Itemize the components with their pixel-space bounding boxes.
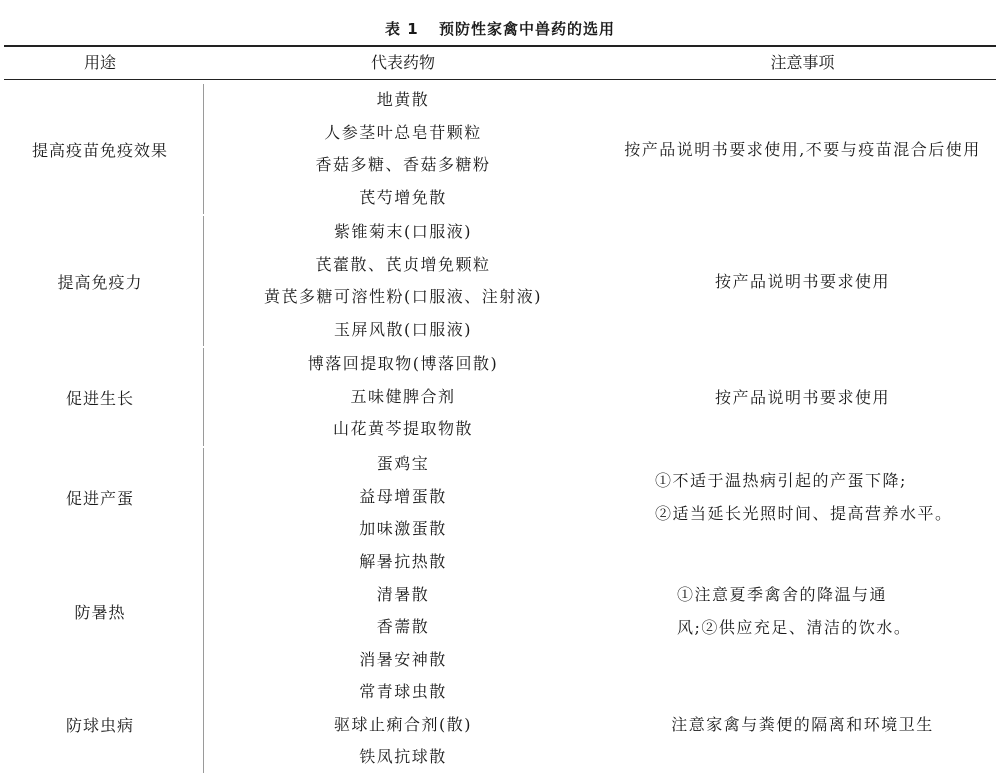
drug-item: 香薷散 bbox=[376, 617, 430, 636]
drug-item: 博落回提取物(博落回散) bbox=[307, 354, 499, 373]
drug-item: 解暑抗热散 bbox=[359, 552, 447, 571]
note-cell bbox=[605, 546, 1000, 676]
use-cell: 防暑热 bbox=[74, 602, 126, 622]
use-cell: 提高疫苗免疫效果 bbox=[31, 140, 168, 160]
note-cell bbox=[605, 448, 1000, 546]
drug-item: 铁凤抗球散 bbox=[359, 747, 447, 766]
note-line: ①注意夏季禽舍的降温与通 bbox=[677, 585, 888, 604]
drug-item: 常青球虫散 bbox=[359, 682, 447, 701]
drug-list bbox=[203, 84, 603, 214]
drug-item: 山花黄芩提取物散 bbox=[332, 419, 473, 438]
header-drug: 代表药物 bbox=[370, 53, 435, 72]
note-line: 按产品说明书要求使用,不要与疫苗混合后使用 bbox=[624, 139, 981, 159]
table-row-group bbox=[0, 216, 1000, 346]
drug-item: 芪芍增免散 bbox=[359, 187, 447, 207]
use-cell: 提高免疫力 bbox=[57, 272, 143, 292]
drug-list bbox=[203, 546, 603, 676]
note-cell bbox=[605, 348, 1000, 446]
drug-item: 消暑安神散 bbox=[359, 649, 447, 669]
note-line: ①不适于温热病引起的产蛋下降; bbox=[655, 471, 907, 490]
drug-item: 香菇多糖、香菇多糖粉 bbox=[315, 155, 491, 174]
drug-item: 驱球止痢合剂(散) bbox=[334, 714, 472, 734]
drug-item: 人参茎叶总皂苷颗粒 bbox=[324, 122, 482, 142]
drug-item: 地黄散 bbox=[376, 90, 430, 109]
table-row-group bbox=[0, 546, 1000, 676]
table-header bbox=[0, 47, 1000, 79]
drug-item: 紫锥菊末(口服液) bbox=[334, 222, 472, 241]
table-caption bbox=[0, 18, 1000, 39]
table-row-group bbox=[0, 348, 1000, 446]
note-line: 注意家禽与粪便的隔离和环境卫生 bbox=[671, 715, 934, 734]
note-cell bbox=[605, 84, 1000, 214]
drug-list bbox=[203, 348, 603, 446]
use-cell: 防球虫病 bbox=[65, 716, 134, 735]
drug-item: 芪藿散、芪贞增免颗粒 bbox=[315, 254, 491, 274]
drug-item: 加味激蛋散 bbox=[359, 519, 447, 538]
table-row-group bbox=[0, 676, 1000, 773]
drug-list bbox=[203, 676, 603, 773]
table-number: 表 1 bbox=[385, 20, 419, 38]
header-rule bbox=[4, 79, 996, 80]
header-use: 用途 bbox=[83, 53, 116, 72]
note-line: 按产品说明书要求使用 bbox=[714, 271, 890, 291]
note-cell bbox=[605, 216, 1000, 346]
drug-item: 清暑散 bbox=[376, 584, 430, 604]
drug-item: 益母增蛋散 bbox=[359, 486, 447, 506]
drug-item: 五味健脾合剂 bbox=[350, 386, 456, 406]
drug-list bbox=[203, 448, 603, 546]
note-cell bbox=[605, 676, 1000, 773]
table-row-group bbox=[0, 448, 1000, 546]
table-row-group bbox=[0, 84, 1000, 214]
drug-item: 蛋鸡宝 bbox=[376, 454, 430, 473]
drug-list bbox=[203, 216, 603, 346]
header-note: 注意事项 bbox=[770, 53, 835, 72]
use-cell: 促进生长 bbox=[65, 388, 134, 408]
drug-item: 玉屏风散(口服液) bbox=[334, 319, 472, 339]
note-line: 风;②供应充足、清洁的饮水。 bbox=[677, 618, 912, 637]
drug-item: 黄芪多糖可溶性粉(口服液、注射液) bbox=[264, 287, 542, 306]
table-title: 预防性家禽中兽药的选用 bbox=[438, 20, 615, 38]
use-cell: 促进产蛋 bbox=[65, 488, 134, 508]
note-line: ②适当延长光照时间、提高营养水平。 bbox=[655, 504, 953, 523]
note-line: 按产品说明书要求使用 bbox=[714, 387, 890, 407]
